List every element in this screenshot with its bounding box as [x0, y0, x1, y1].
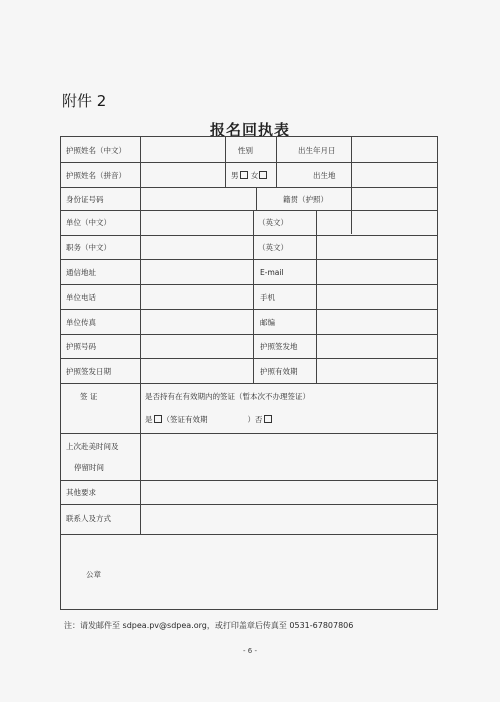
label-unit-fax: 单位传真 [66, 318, 96, 327]
submission-note: 注：请发邮件至 sdpea.pv@sdpea.org，或打印盖章后传真至 0531-67807806 [64, 621, 354, 630]
gender-female-checkbox[interactable] [259, 171, 267, 179]
label-unit-en: （英文） [258, 218, 288, 227]
col-divider [276, 136, 277, 187]
label-gender: 性别 [238, 146, 253, 155]
form-title: 报名回执表 [209, 121, 290, 139]
col-divider [225, 136, 226, 187]
visa-options [145, 415, 273, 425]
attachment-label: 附件 2 [62, 92, 107, 110]
gender-female-label: 女 [250, 171, 259, 180]
label-birth-date: 出生年月日 [298, 146, 336, 155]
label-address: 通信地址 [66, 268, 96, 277]
col-divider [256, 187, 257, 210]
label-position-cn: 职务（中文） [66, 243, 111, 252]
row-divider [60, 187, 438, 188]
row-divider [60, 358, 438, 359]
col-divider [351, 136, 352, 234]
label-position-en: （英文） [258, 243, 288, 252]
gender-male-checkbox[interactable] [240, 171, 248, 179]
row-divider [60, 309, 438, 310]
label-native-place: 籍贯（护照） [283, 195, 328, 204]
col-divider [140, 136, 141, 534]
label-passport-issue-place: 护照签发地 [260, 342, 298, 351]
visa-yes-label: 是 [145, 415, 153, 424]
col-divider [253, 210, 254, 383]
row-divider [60, 383, 438, 384]
row-divider [60, 433, 438, 434]
label-passport-name-cn: 护照姓名（中文） [66, 146, 126, 155]
row-divider [60, 534, 438, 535]
label-last-visit-line2: 停留时间 [74, 463, 104, 472]
visa-question: 是否持有在有效期内的签证（暂本次不办理签证） [145, 392, 310, 401]
label-passport-number: 护照号码 [66, 342, 96, 351]
row-divider [60, 480, 438, 481]
page-number: - 6 - [243, 647, 257, 655]
row-divider [60, 210, 438, 211]
label-postcode: 邮编 [260, 318, 275, 327]
label-email: E-mail [260, 268, 284, 277]
row-divider [60, 284, 438, 285]
gender-male-label: 男 [231, 171, 239, 180]
visa-no-label: ）否 [247, 415, 263, 424]
label-passport-name-pinyin: 护照姓名（拼音） [66, 171, 126, 180]
visa-validity-label: （签证有效期 [162, 415, 208, 424]
label-unit-cn: 单位（中文） [66, 218, 111, 227]
label-last-visit-line1: 上次赴美时间及 [66, 442, 119, 451]
visa-no-checkbox[interactable] [264, 415, 272, 423]
label-passport-validity: 护照有效期 [260, 367, 298, 376]
label-unit-phone: 单位电话 [66, 293, 96, 302]
gender-options [231, 171, 268, 181]
label-official-seal: 公章 [86, 570, 101, 579]
row-divider [60, 235, 438, 236]
row-divider [60, 504, 438, 505]
label-other-requirements: 其他要求 [66, 488, 96, 497]
label-birthplace: 出生地 [313, 171, 336, 180]
row-divider [60, 162, 438, 163]
label-id-number: 身份证号码 [66, 195, 104, 204]
col-divider [316, 210, 317, 383]
form-frame [60, 136, 438, 610]
label-contact: 联系人及方式 [66, 514, 111, 523]
label-mobile: 手机 [260, 293, 275, 302]
row-divider [60, 334, 438, 335]
label-passport-issue-date: 护照签发日期 [66, 367, 111, 376]
label-visa: 签 证 [80, 392, 98, 401]
visa-yes-checkbox[interactable] [154, 415, 162, 423]
row-divider [60, 259, 438, 260]
